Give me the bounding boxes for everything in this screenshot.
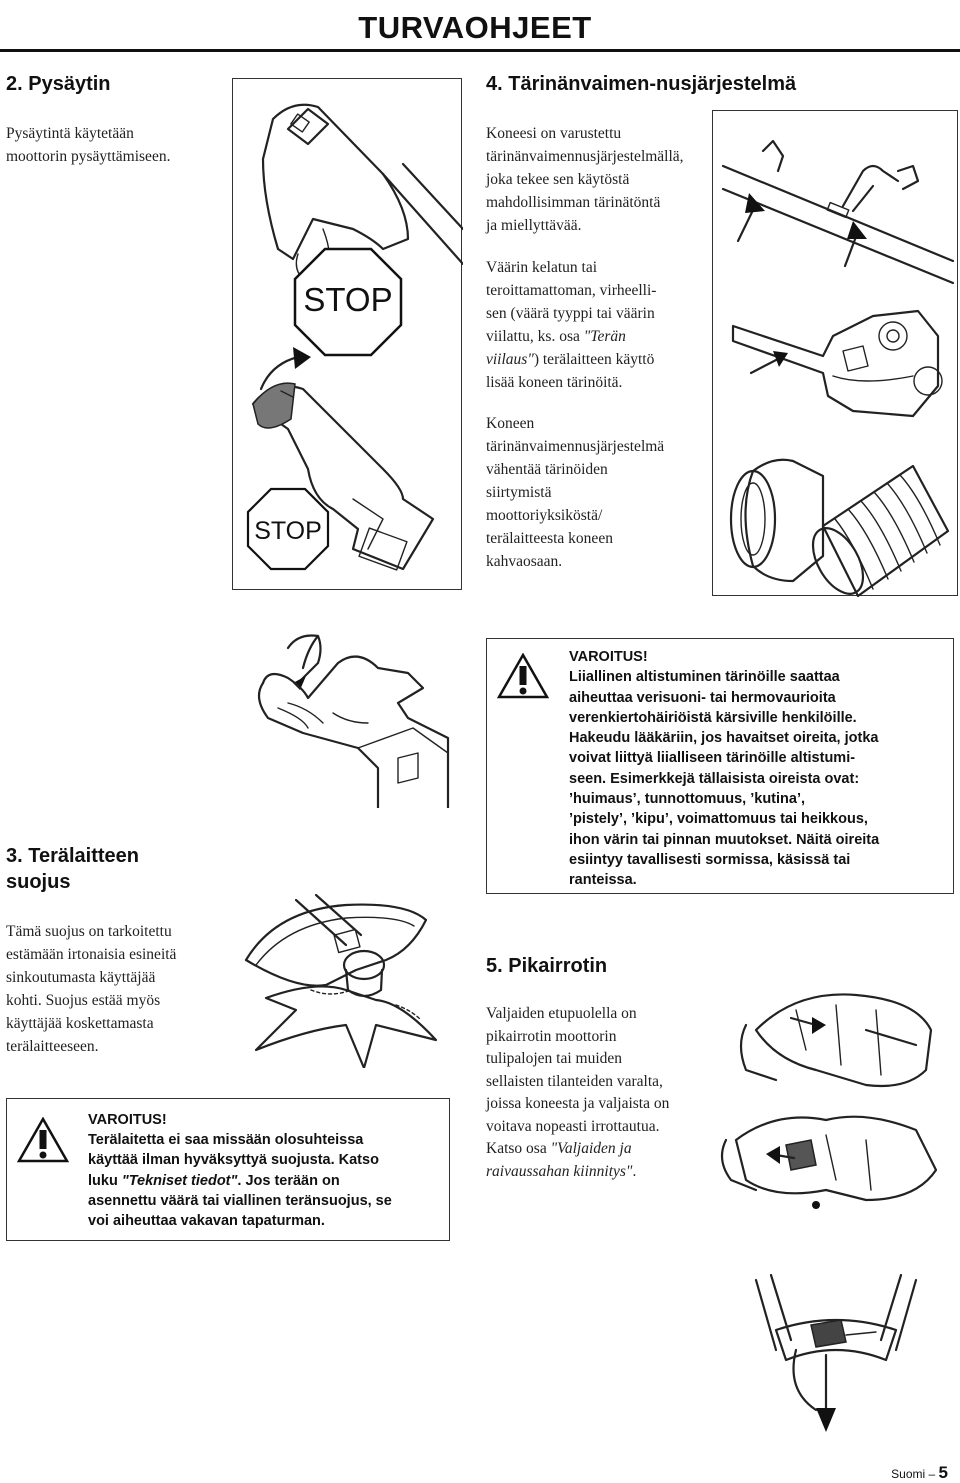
page-footer [891, 1463, 948, 1483]
stop-sign-small-icon [248, 489, 328, 569]
text-line: ’pistely’, ’kipu’, voimattomuus tai heikkous, [569, 811, 868, 828]
anti-vibration-illustration [712, 110, 958, 596]
harness-drawing [716, 990, 958, 1445]
text-line: kahvaosaan. [486, 553, 563, 570]
text-fragment: ) terälaitteen käyttö [533, 351, 655, 368]
text-line [486, 325, 716, 348]
warning-triangle-icon [497, 653, 549, 699]
text-line: lisää koneen tärinöitä. [486, 374, 623, 391]
stop-label-small: STOP [254, 517, 322, 545]
text-line: käyttäjää koskettamasta [6, 1015, 154, 1032]
text-line: moottorin pysäyttämiseen. [6, 148, 171, 165]
text-line [486, 1138, 716, 1161]
text-line: ja miellyttävää. [486, 217, 582, 234]
text-line: sinkoutumasta käyttäjää [6, 969, 156, 986]
blade-guard-warning-box [6, 1098, 450, 1241]
text-line: Valjaiden etupuolella on [486, 1005, 637, 1022]
text-line [88, 1171, 392, 1191]
text-line: tulipalojen tai muiden [486, 1050, 623, 1067]
stop-label: STOP [303, 281, 393, 318]
text-line: voitava nopeasti irrottautua. [486, 1117, 660, 1135]
header-rule [0, 49, 960, 52]
text-line: seen. Esimerkkejä tällaisista oireista ovat: [569, 770, 860, 787]
stop-switch-drawing [233, 79, 463, 591]
text-fragment: . Jos terään on [237, 1172, 340, 1189]
text-line: sen (väärä tyyppi tai väärin [486, 305, 655, 322]
warning-title: VAROITUS! [569, 649, 648, 665]
section-4-para-3 [486, 412, 716, 573]
section-4-heading: 4. Tärinänvaimen-nusjärjestelmä [486, 73, 797, 95]
hand-drawing [248, 628, 463, 808]
heading-line: 3. Terälaitteen [6, 845, 140, 867]
vibration-warning-text [569, 647, 879, 891]
blade-guard-warning-text [88, 1110, 392, 1231]
section-2-heading: 2. Pysäytin [6, 73, 111, 95]
text-line: teroittamattoman, virheelli- [486, 282, 657, 299]
text-line: voi aiheuttaa vakavan tapaturman. [88, 1213, 325, 1230]
text-line: tärinänvaimennusjärjestelmä [486, 438, 665, 455]
text-line [486, 348, 716, 371]
rotate-arrow-icon [288, 636, 321, 684]
blade-guard-illustration [236, 890, 464, 1068]
text-fragment: . [632, 1162, 637, 1180]
warning-triangle-icon [17, 1117, 69, 1163]
section-5-heading: 5. Pikairrotin [486, 955, 608, 977]
text-line: verenkiertohäiriöistä kärsiville henkilöille. [569, 709, 857, 726]
text-line: Hakeudu lääkäriin, jos havaitset oireita, jotka [569, 730, 879, 747]
text-line: esiintyy tavallisesti sormissa, käsissä tai [569, 851, 851, 868]
text-line: Tämä suojus on tarkoitettu [6, 923, 172, 940]
text-line: moottoriyksiköstä/ [486, 507, 603, 524]
text-line: Pysäytintä käytetään [6, 125, 134, 142]
text-fragment: Katso osa [486, 1140, 551, 1157]
section-2-text [6, 122, 226, 168]
text-line: joissa koneesta ja valjaista on [486, 1095, 670, 1112]
reference-text: "Valjaiden ja [550, 1140, 632, 1157]
text-line: kohti. Suojus estää myös [6, 992, 161, 1009]
section-5-text [486, 1003, 716, 1183]
text-line: Terälaitetta ei saa missään olosuhteissa [88, 1132, 364, 1149]
page-number: 5 [938, 1463, 948, 1482]
text-line: terälaitteeseen. [6, 1038, 99, 1055]
section-4-para-1 [486, 122, 716, 237]
text-line [486, 1161, 716, 1184]
arrow-right-icon [751, 359, 778, 373]
damper-coil-icon [803, 466, 948, 597]
text-line: vähentää tärinöiden [486, 461, 608, 478]
anti-vibration-drawing [713, 111, 959, 597]
heading-line: suojus [6, 871, 71, 893]
section-4-para-2 [486, 256, 716, 394]
harness-quick-release-illustration [716, 990, 958, 1445]
reference-text: raivaussahan kiinnitys" [486, 1162, 633, 1180]
damper-spring-icon [731, 460, 823, 581]
hand-on-switch-illustration [248, 628, 463, 808]
text-fragment: luku [88, 1172, 122, 1189]
text-fragment: viilattu, ks. osa [486, 328, 584, 345]
text-line: estämään irtonaisia esineitä [6, 946, 177, 963]
text-line: aiheuttaa verisuoni- tai hermovaurioita [569, 689, 836, 706]
text-line: terälaitteesta koneen [486, 530, 613, 547]
text-line: siirtymistä [486, 484, 552, 501]
text-line: Liiallinen altistuminen tärinöille saattaa [569, 669, 840, 686]
reference-text: "Tekniset tiedot" [121, 1172, 238, 1189]
text-line: käyttää ilman hyväksyttyä suojusta. Katso [88, 1152, 379, 1169]
section-3-text [6, 920, 236, 1058]
text-line: Koneesi on varustettu [486, 125, 622, 142]
vibration-warning-box [486, 638, 954, 894]
text-line: mahdollisimman tärinätöntä [486, 194, 661, 211]
reference-text: viilaus" [486, 351, 534, 368]
text-line: joka tekee sen käytöstä [486, 171, 630, 188]
text-line: sellaisten tilanteiden varalta, [486, 1072, 663, 1090]
text-line: asennettu väärä tai viallinen teränsuojus, se [88, 1192, 392, 1209]
stop-sign-icon [295, 249, 401, 355]
text-line: ’huimaus’, tunnottomuus, ’kutina’, [569, 791, 806, 808]
blade-guard-drawing [236, 890, 464, 1068]
text-line: Väärin kelatun tai [486, 259, 598, 276]
text-line: ihon värin tai pinnan muutokset. Näitä oireita [569, 831, 880, 848]
warning-title: VAROITUS! [88, 1112, 167, 1128]
page-title: TURVAOHJEET [358, 10, 592, 45]
text-line: tärinänvaimennusjärjestelmällä, [486, 148, 684, 165]
text-line: Koneen [486, 415, 535, 432]
section-3-heading [6, 843, 139, 895]
text-line: ranteissa. [569, 872, 637, 889]
footer-language: Suomi – [891, 1467, 936, 1481]
stop-switch-illustration [232, 78, 462, 590]
text-line: voivat liittyä liialliseen tärinöille altistumi- [569, 750, 856, 767]
reference-text: "Terän [583, 328, 626, 345]
text-line: pikairrotin moottorin [486, 1027, 617, 1045]
